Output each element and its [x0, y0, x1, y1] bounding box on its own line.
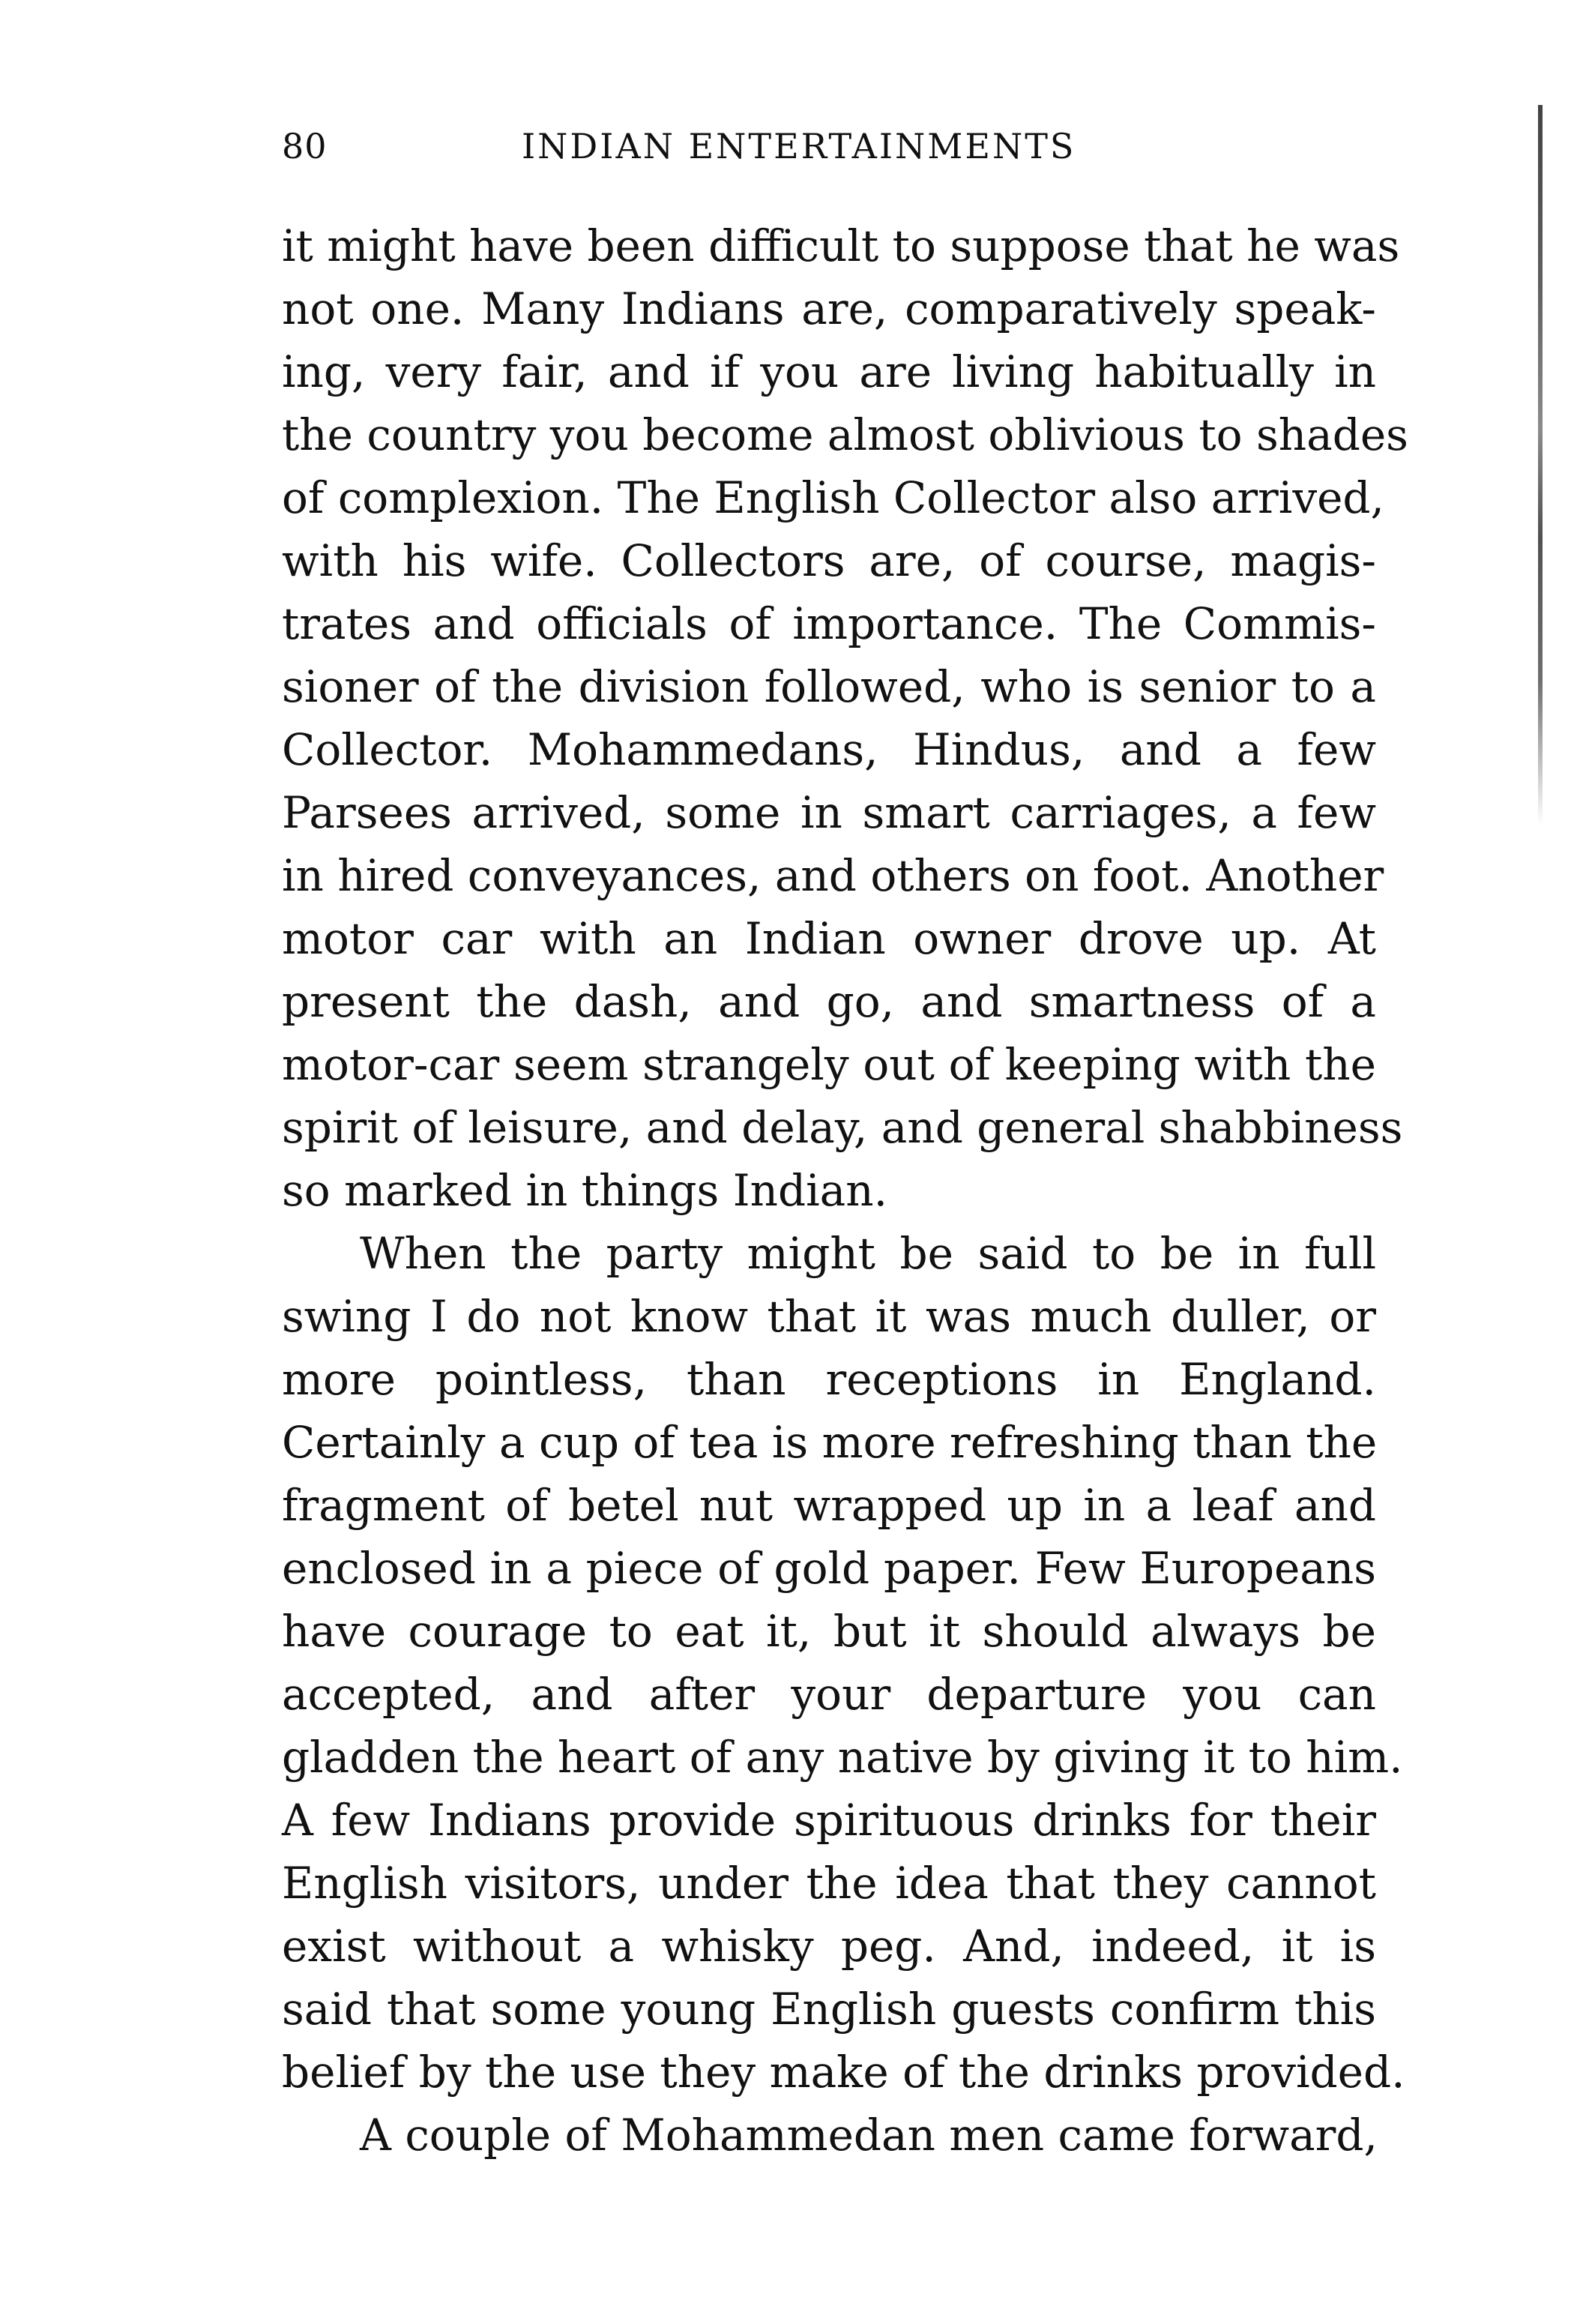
text-line: said that some young English guests confirm this — [282, 1984, 1376, 2035]
text-line: fragment of betel nut wrapped up in a leaf and — [282, 1480, 1376, 1531]
text-line: not one. Many Indians are, comparatively speak- — [282, 283, 1376, 334]
text-line: gladden the heart of any native by giving it to him. — [282, 1732, 1403, 1783]
text-line: it might have been difficult to suppose that he was — [282, 220, 1400, 271]
text-line: motor car with an Indian owner drove up. At — [282, 913, 1376, 964]
text-line: so marked in things Indian. — [282, 1165, 888, 1216]
page-edge-shadow — [1538, 105, 1543, 825]
page-number: 80 — [282, 126, 328, 166]
paragraph-start-line: A couple of Mohammedan men came forward, — [360, 2110, 1378, 2161]
text-line: of complexion. The English Collector also arrived, — [282, 472, 1384, 523]
text-line: Collector. Mohammedans, Hindus, and a few — [282, 724, 1376, 775]
text-line: enclosed in a piece of gold paper. Few Europeans — [282, 1543, 1376, 1594]
text-line: English visitors, under the idea that they cannot — [282, 1858, 1376, 1909]
text-line: the country you become almost oblivious to shades — [282, 409, 1408, 460]
text-line: swing I do not know that it was much duller, or — [282, 1291, 1376, 1342]
running-head — [282, 126, 1376, 178]
text-line: motor-car seem strangely out of keeping with the — [282, 1039, 1376, 1090]
running-title: INDIAN ENTERTAINMENTS — [522, 126, 1076, 166]
body-text — [282, 214, 1408, 2167]
text-line: more pointless, than receptions in England. — [282, 1354, 1376, 1405]
text-line: with his wife. Collectors are, of course, magis- — [282, 535, 1376, 586]
text-line: belief by the use they make of the drinks provided. — [282, 2047, 1405, 2098]
text-line: A few Indians provide spirituous drinks for their — [282, 1795, 1376, 1846]
text-line: Certainly a cup of tea is more refreshing than the — [282, 1417, 1378, 1468]
text-line: Parsees arrived, some in smart carriages, a few — [282, 787, 1376, 838]
text-line: have courage to eat it, but it should always be — [282, 1606, 1376, 1657]
text-line: ing, very fair, and if you are living habitually in — [282, 346, 1376, 397]
text-line: accepted, and after your departure you can — [282, 1669, 1376, 1720]
text-line: spirit of leisure, and delay, and general shabbiness — [282, 1102, 1403, 1153]
text-line: sioner of the division followed, who is senior to a — [282, 661, 1376, 712]
text-line: trates and officials of importance. The Commis- — [282, 598, 1376, 649]
text-line: exist without a whisky peg. And, indeed, it is — [282, 1921, 1376, 1972]
paragraph-start-line: When the party might be said to be in full — [360, 1228, 1376, 1279]
text-line: in hired conveyances, and others on foot. Another — [282, 850, 1384, 901]
text-line: present the dash, and go, and smartness of a — [282, 976, 1376, 1027]
